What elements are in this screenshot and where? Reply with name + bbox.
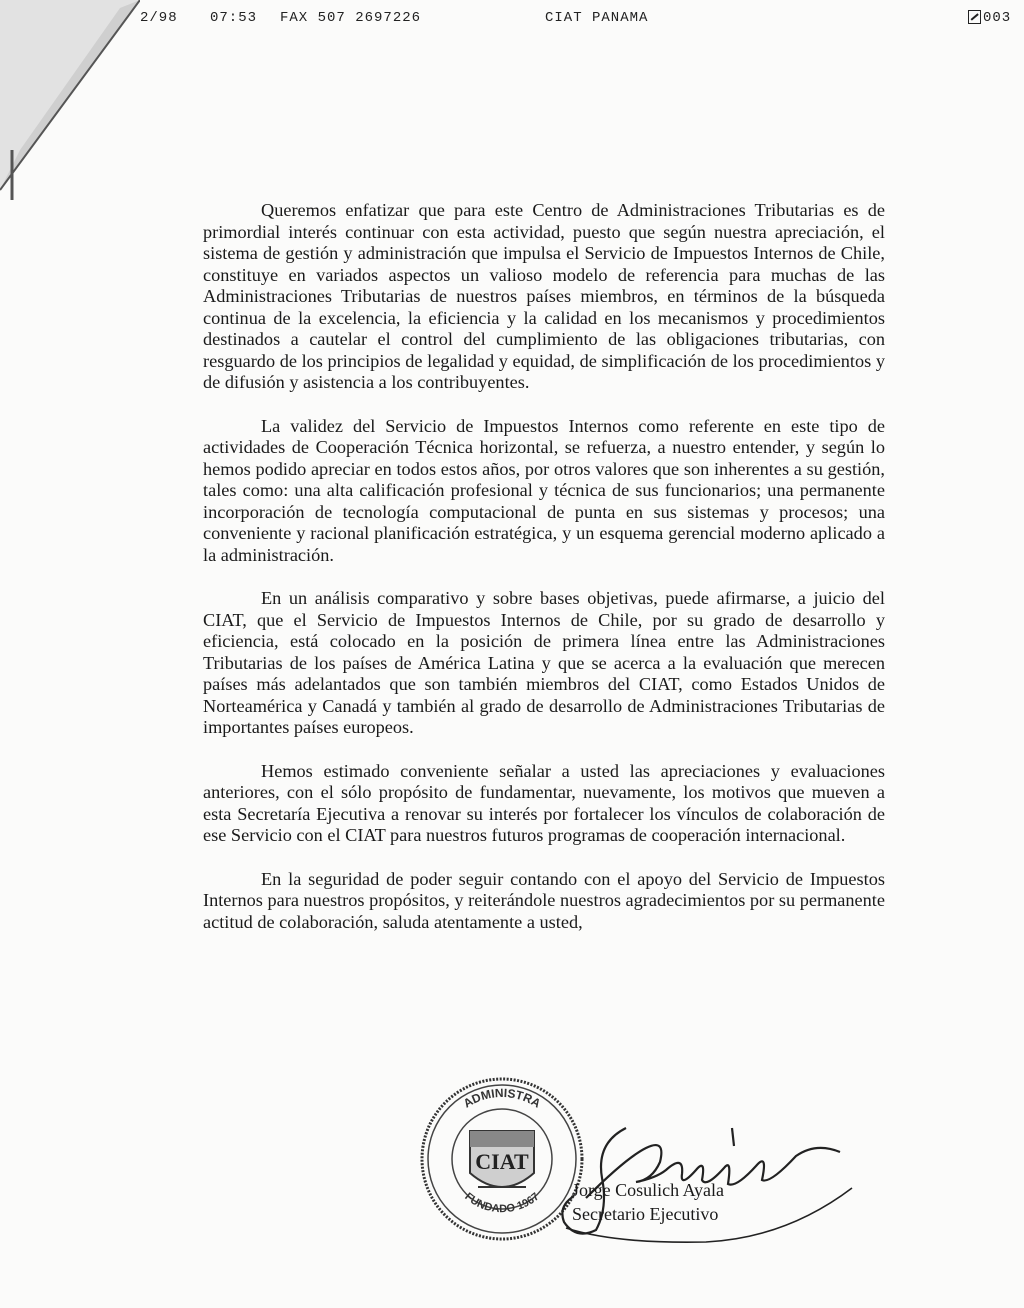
fax-header xyxy=(0,10,1024,34)
letter-body xyxy=(203,200,885,933)
svg-text:FUNDADO 1967: FUNDADO 1967 xyxy=(462,1190,542,1216)
fax-number: FAX 507 2697226 xyxy=(280,10,422,26)
signer-title: Secretario Ejecutivo xyxy=(572,1204,719,1224)
letter-paragraph-3: En un análisis comparativo y sobre bases objetivas, puede afirmarse, a juicio del CIAT, que el Servicio de Impuestos Internos de Chile, por su grado de desarrollo y eficiencia, está colocado en la posición de primera línea entre las Administraciones Tributarias de los países de América Latina y que se acerca a la evaluación que merecen países más adelantados que son también miembros del CIAT, como Estados Unidos de Norteamérica y Canadá y también al grado de desarrollo de Administraciones Tributarias de importantes países europeos. xyxy=(203,588,885,737)
fax-sender: CIAT PANAMA xyxy=(545,10,649,26)
fax-page-number xyxy=(968,10,1012,28)
letter-paragraph-4: Hemos estimado conveniente señalar a usted las apreciaciones y evaluaciones anteriores, con el sólo propósito de fundamentar, nuevamente, los motivos que mueven a esta Secretaría Ejecutiva a renovar su interés por fortalecer los vínculos de colaboración de ese Servicio con el CIAT para nuestros futuros programas de cooperación internacional. xyxy=(203,760,885,845)
fax-page-icon xyxy=(968,10,981,24)
svg-text:ADMINISTRA: ADMINISTRA xyxy=(460,1085,544,1111)
signer-name: Jorge Cosulich Ayala xyxy=(572,1180,724,1200)
fax-date: 2/98 xyxy=(140,10,178,26)
letter-paragraph-1: Queremos enfatizar que para este Centro de Administraciones Tributarias es de primordial interés continuar con esta actividad, puesto que según nuestra apreciación, el sistema de gestión y administración que impulsa el Servicio de Impuestos Internos de Chile, constituye en variados aspectos un valioso modelo de referencia para muchas de las Administraciones Tributarias de nuestros países miembros, en términos de la búsqueda continua de la excelencia, la eficiencia y la calidad en los mecanismos y procedimientos destinados a cautelar el control del cumplimiento de las obligaciones tributarias, con resguardo de los principios de legalidad y equidad, de simplificación de los procedimientos y de difusión y asistencia a los contribuyentes. xyxy=(203,200,885,392)
fax-time: 07:53 xyxy=(210,10,258,26)
signer-block xyxy=(572,1178,724,1226)
letter-closing: En la seguridad de poder seguir contando con el apoyo del Servicio de Impuestos Internos para nuestros propósitos, y reiterándole nuestros agradecimientos por su permanente actitud de colaboración, saluda atentamente a usted, xyxy=(203,868,885,932)
svg-text:CIAT: CIAT xyxy=(475,1149,529,1174)
fax-page-number-text: 003 xyxy=(983,10,1012,26)
letter-paragraph-2: La validez del Servicio de Impuestos Internos como referente en este tipo de actividades de Cooperación Técnica horizontal, se refuerza, a nuestro entender, y según lo hemos podido apreciar en todos estos años, por otros valores que son inherentes a su gestión, tales como: una alta calificación profesional y técnica de sus funcionarios; una permanente incorporación de tecnología computacional de punta en sus sistemas y procesos; una conveniente y racional planificación estratégica, y un esquema gerencial moderno aplicado a la administración. xyxy=(203,415,885,565)
